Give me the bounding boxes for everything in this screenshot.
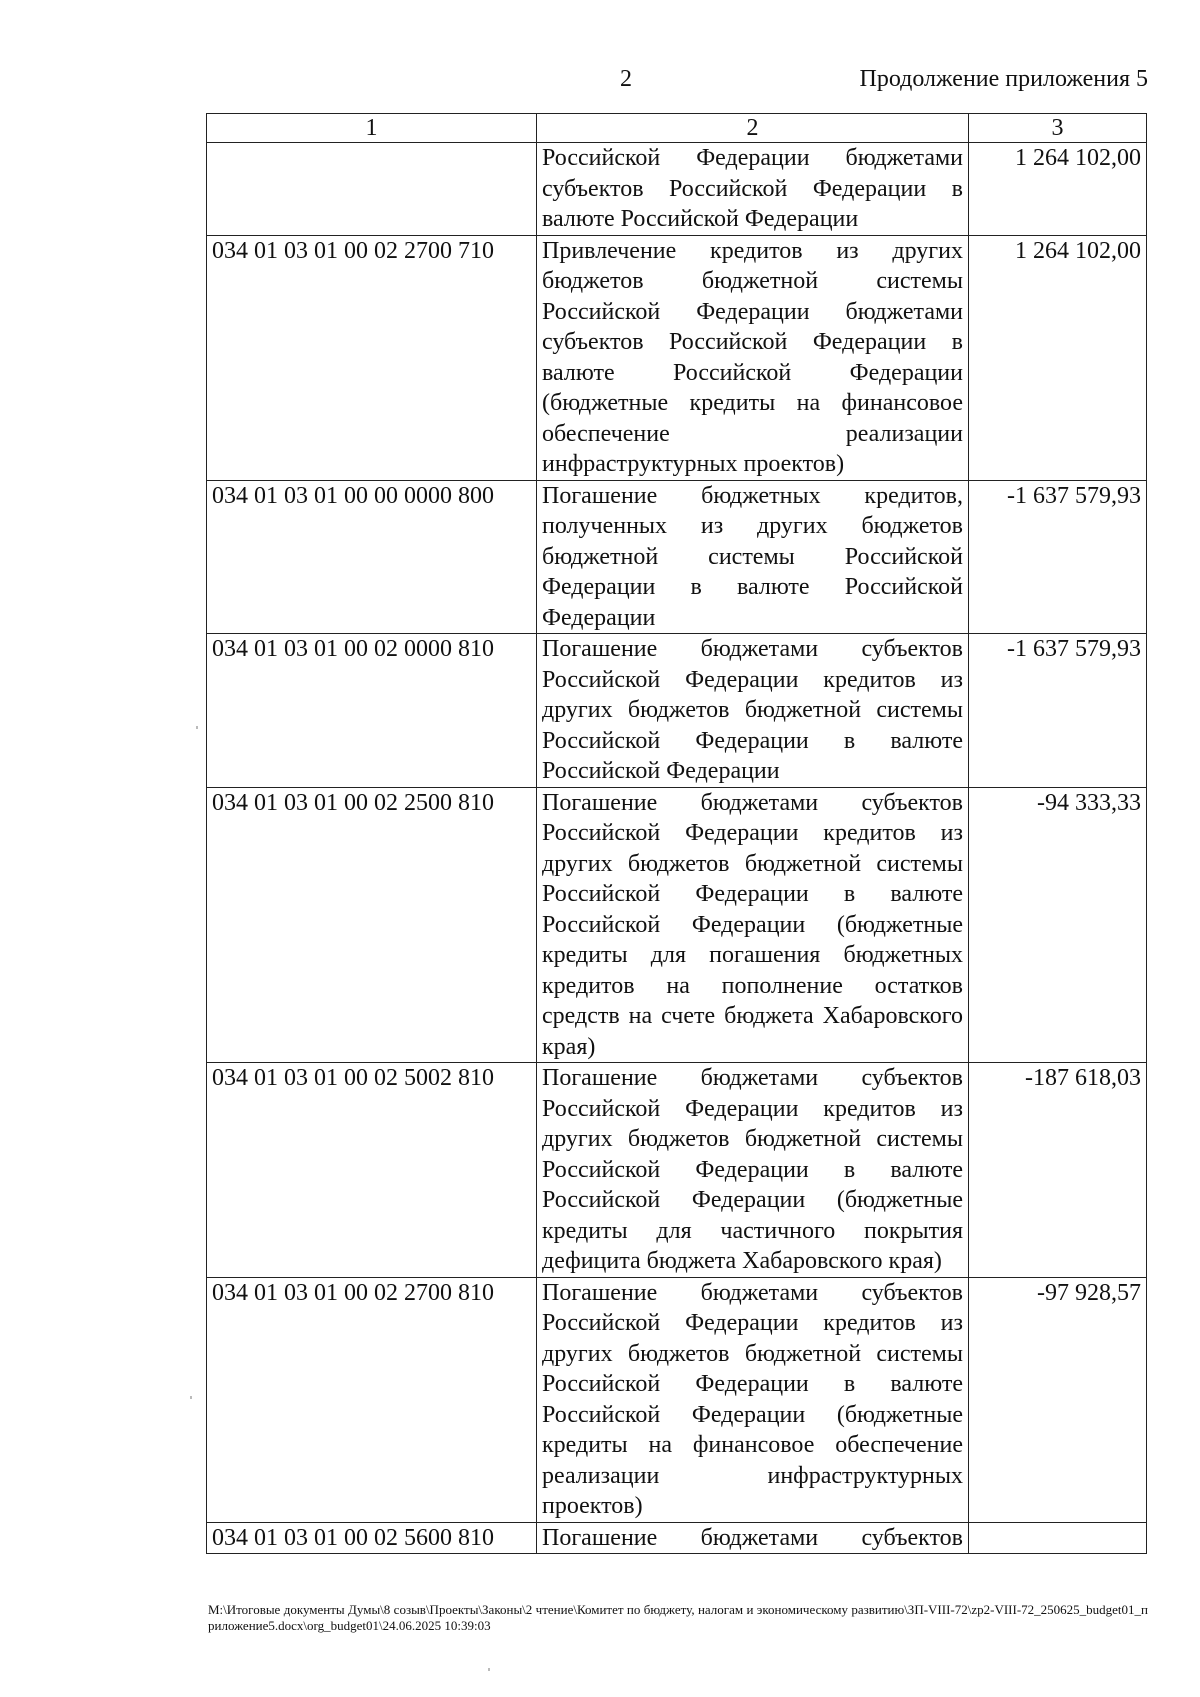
row-amount: 1 264 102,00 bbox=[969, 235, 1147, 480]
table-row bbox=[207, 1522, 1147, 1554]
budget-code: 034 01 03 01 00 02 2700 810 bbox=[207, 1277, 537, 1522]
scan-speck bbox=[488, 1668, 490, 1671]
row-description: Погашение бюджетами субъектов Российской Федерации кредитов из других бюджетов бюджетной системы Российской Федерации в валюте Российской Федерации (бюджетные кредиты на финансовое обеспечение реализации инфраструктурных проектов) bbox=[537, 1277, 969, 1522]
row-amount: -187 618,03 bbox=[969, 1063, 1147, 1278]
table-row bbox=[207, 634, 1147, 788]
document-file-path-footer: M:\Итоговые документы Думы\8 созыв\Проекты\Законы\2 чтение\Комитет по бюджету, налогам и экономическому развитию\ЗП-VIII-72\zp2-VIII-72_250625_budget01_приложение5.docx\org_budget01\24.06.2025 10:39:03 bbox=[208, 1602, 1148, 1633]
row-amount: -1 637 579,93 bbox=[969, 480, 1147, 634]
budget-code: 034 01 03 01 00 02 0000 810 bbox=[207, 634, 537, 788]
row-description: Погашение бюджетами субъектов bbox=[537, 1522, 969, 1554]
row-amount: -97 928,57 bbox=[969, 1277, 1147, 1522]
table-row bbox=[207, 480, 1147, 634]
row-description: Российской Федерации бюджетами субъектов Российской Федерации в валюте Российской Федерации bbox=[537, 143, 969, 236]
row-description: Погашение бюджетами субъектов Российской Федерации кредитов из других бюджетов бюджетной системы Российской Федерации в валюте Российской Федерации (бюджетные кредиты для частичного покрытия дефицита бюджета Хабаровского края) bbox=[537, 1063, 969, 1278]
table-row bbox=[207, 1277, 1147, 1522]
budget-code: 034 01 03 01 00 02 5600 810 bbox=[207, 1522, 537, 1554]
row-description: Погашение бюджетами субъектов Российской Федерации кредитов из других бюджетов бюджетной системы Российской Федерации в валюте Российской Федерации bbox=[537, 634, 969, 788]
row-amount: -94 333,33 bbox=[969, 787, 1147, 1063]
scan-speck bbox=[190, 1396, 192, 1399]
column-number-row bbox=[207, 114, 1147, 143]
budget-code: 034 01 03 01 00 02 2700 710 bbox=[207, 235, 537, 480]
continuation-label: Продолжение приложения 5 bbox=[859, 66, 1148, 92]
column-header-2: 2 bbox=[537, 114, 969, 143]
row-description: Погашение бюджетных кредитов, полученных из других бюджетов бюджетной системы Российской Федерации в валюте Российской Федерации bbox=[537, 480, 969, 634]
table-row bbox=[207, 235, 1147, 480]
budget-sources-table bbox=[206, 113, 1147, 1554]
budget-code bbox=[207, 143, 537, 236]
budget-code: 034 01 03 01 00 00 0000 800 bbox=[207, 480, 537, 634]
budget-code: 034 01 03 01 00 02 5002 810 bbox=[207, 1063, 537, 1278]
table-row bbox=[207, 787, 1147, 1063]
budget-code: 034 01 03 01 00 02 2500 810 bbox=[207, 787, 537, 1063]
column-header-3: 3 bbox=[969, 114, 1147, 143]
page-number: 2 bbox=[620, 66, 632, 92]
row-description: Погашение бюджетами субъектов Российской Федерации кредитов из других бюджетов бюджетной системы Российской Федерации в валюте Российской Федерации (бюджетные кредиты для погашения бюджетных кредитов на пополнение остатков средств на счете бюджета Хабаровского края) bbox=[537, 787, 969, 1063]
row-amount: 1 264 102,00 bbox=[969, 143, 1147, 236]
row-amount bbox=[969, 1522, 1147, 1554]
table-row bbox=[207, 143, 1147, 236]
scan-speck bbox=[196, 726, 198, 729]
row-description: Привлечение кредитов из других бюджетов бюджетной системы Российской Федерации бюджетами субъектов Российской Федерации в валюте Российской Федерации (бюджетные кредиты на финансовое обеспечение реализации инфраструктурных проектов) bbox=[537, 235, 969, 480]
row-amount: -1 637 579,93 bbox=[969, 634, 1147, 788]
table-row bbox=[207, 1063, 1147, 1278]
column-header-1: 1 bbox=[207, 114, 537, 143]
